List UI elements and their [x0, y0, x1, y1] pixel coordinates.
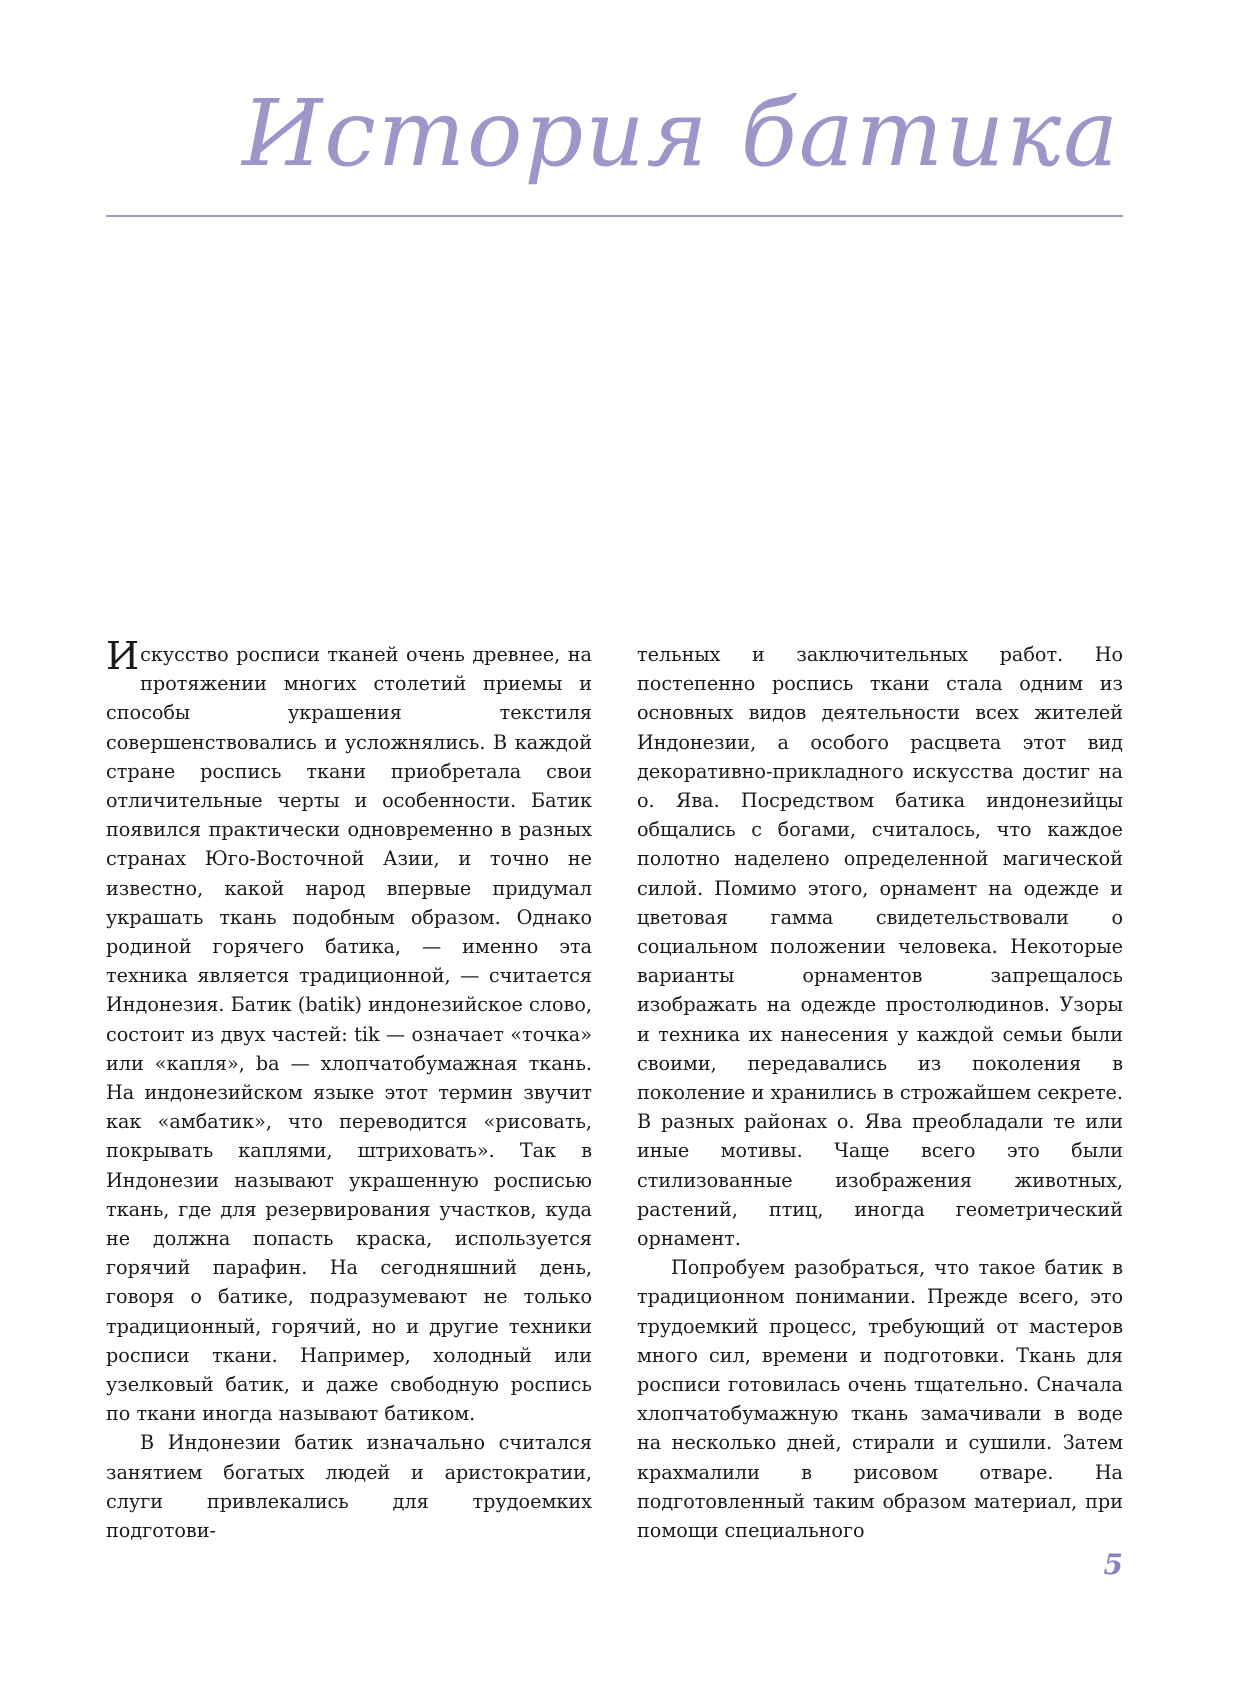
text-column-left	[106, 634, 592, 1545]
paragraph: Попробуем разобраться, что такое батик в традиционном понимании. Прежде всего, это трудоемкий процесс, требующий от мастеров много сил, времени и подготовки. Ткань для росписи готовилась очень тщательно. Сначала хлопчатобумажную ткань замачивали в воде на несколько дней, стирали и сушили. Затем крахмалили в рисовом отваре. На подготовленный таким образом материал, при помощи специального	[637, 1256, 1123, 1543]
page-number: 5	[1103, 1548, 1123, 1581]
paragraph	[106, 634, 592, 1428]
title-divider	[106, 215, 1123, 217]
text-column-right	[637, 640, 1123, 1545]
drop-cap: И	[106, 634, 140, 678]
page-title: История батика	[242, 80, 1120, 187]
paragraph: тельных и заключительных работ. Но постепенно роспись ткани стала одним из основных видов деятельности всех жителей Индонезии, а особого расцвета этот вид декоративно-прикладного искусства достиг на о. Ява. Посредством батика индонезийцы общались с богами, считалось, что каждое полотно наделено определенной магической силой. Помимо этого, орнамент на одежде и цветовая гамма свидетельствовали о социальном положении человека. Некоторые варианты орнаментов запрещалось изображать на одежде простолюдинов. Узоры и техника их нанесения у каждой семьи были своими, передавались из поколения в поколение и хранились в строжайшем секрете. В разных районах о. Ява преобладали те или иные мотивы. Чаще всего это были стилизованные изображения животных, растений, птиц, иногда геометрический орнамент.	[637, 643, 1123, 1251]
paragraph-text: скусство росписи тканей очень древнее, на протяжении многих столетий приемы и способы украшения текстиля совершенствовались и усложнялись. В каждой стране роспись ткани приобретала свои отличительные черты и особенности. Батик появился практически одновременно в разных странах Юго-Восточной Азии, и точно не известно, какой народ впервые придумал украшать ткань подобным образом. Однако родиной горячего батика, — именно эта техника является традиционной, — считается Индонезия. Батик (batik) индонезийское слово, состоит из двух частей: tik — означает «точка» или «капля», ba — хлопчатобумажная ткань. На индонезийском языке этот термин звучит как «амбатик», что переводится «рисовать, покрывать каплями, штриховать». Так в Индонезии называют украшенную росписью ткань, где для резервирования участков, куда не должна попасть краска, используется горячий парафин. На сегодняшний день, говоря о батике, подразумевают не только традиционный, горячий, но и другие техники росписи ткани. Например, холодный или узелковый батик, и даже свободную роспись по ткани иногда называют батиком.	[106, 643, 592, 1426]
paragraph: В Индонезии батик изначально считался занятием богатых людей и аристократии, слуги привлекались для трудоемких подготови-	[106, 1431, 592, 1543]
